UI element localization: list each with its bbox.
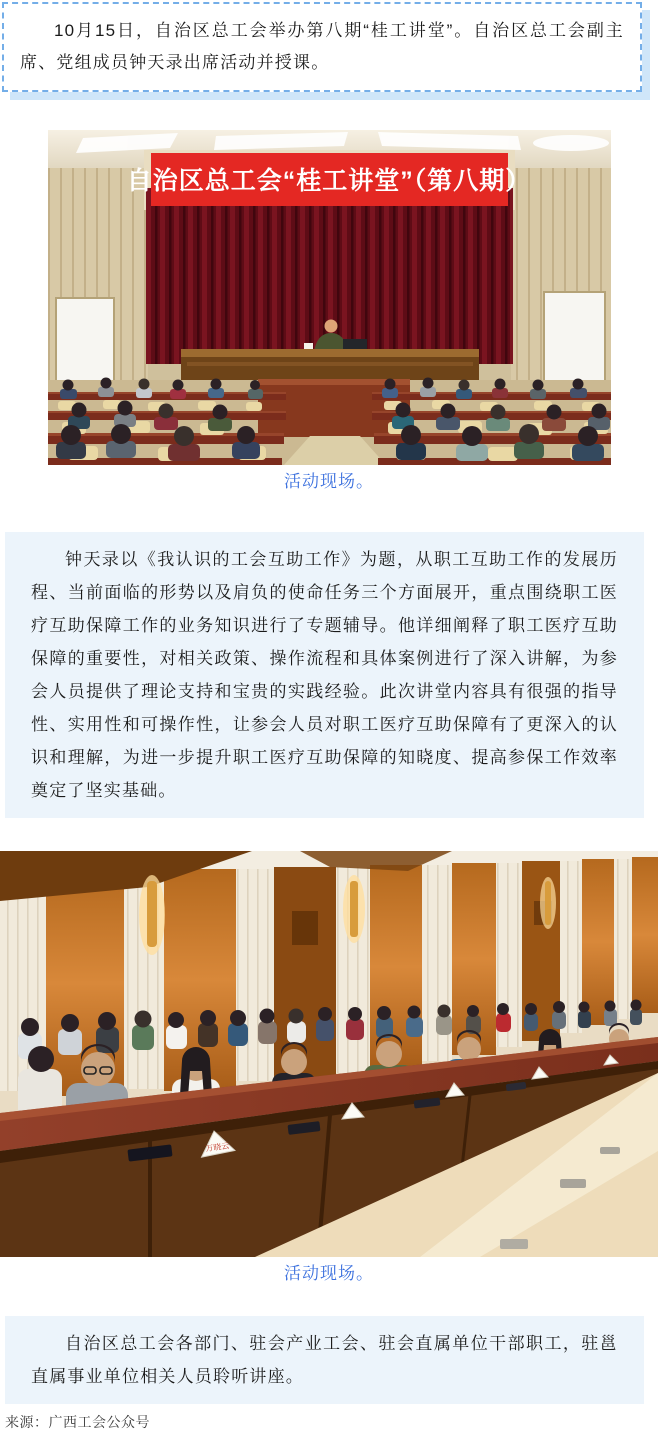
- photo-lecture-hall-front[interactable]: [48, 130, 611, 465]
- article-page: [0, 2, 658, 1431]
- paragraph2-text: 自治区总工会各部门、驻会产业工会、驻会直属单位干部职工，驻邕直属事业单位相关人员聆听讲座。: [31, 1334, 618, 1386]
- intro-highlight-box: [2, 2, 642, 92]
- intro-text: 10月15日，自治区总工会举办第八期“桂工讲堂”。自治区总工会副主席、党组成员钟天录出席活动并授课。: [20, 21, 624, 72]
- lecture-hall-illustration: [48, 130, 611, 465]
- rostrum-desk: [181, 349, 479, 381]
- source-attribution: 来源：广西工会公众号: [5, 1414, 150, 1430]
- event-banner: [127, 153, 532, 206]
- audience-illustration: [0, 851, 658, 1257]
- whiteboard-right: [544, 292, 605, 392]
- paragraph1-text: 钟天录以《我认识的工会互助工作》为题，从职工互助工作的发展历程、当前面临的形势以及肩负的使命任务三个方面展开，重点围绕职工医疗互助保障工作的业务知识进行了专题辅导。他详细阐释了职工医疗互助保障的重要性，对相关政策、操作流程和具体案例进行了深入讲解，为参会人员提供了理论支持和宝贵的实践经验。此次讲堂内容具有很强的指导性、实用性和可操作性，让参会人员对职工医疗互助保障有了更深入的认识和理解，为进一步提升职工医疗互助保障的知晓度、提高参保工作效率奠定了坚实基础。: [31, 550, 618, 800]
- photo1-caption: 活动现场。: [284, 472, 374, 491]
- placard-text: 万晓云: [204, 1141, 230, 1154]
- photo-audience-side[interactable]: [0, 851, 658, 1257]
- paragraph-box-2: [5, 1316, 644, 1404]
- photo2-caption: 活动现场。: [284, 1264, 374, 1283]
- paragraph-box-1: [5, 532, 644, 818]
- banner-text: 自治区总工会“桂工讲堂”（第八期）: [126, 167, 532, 195]
